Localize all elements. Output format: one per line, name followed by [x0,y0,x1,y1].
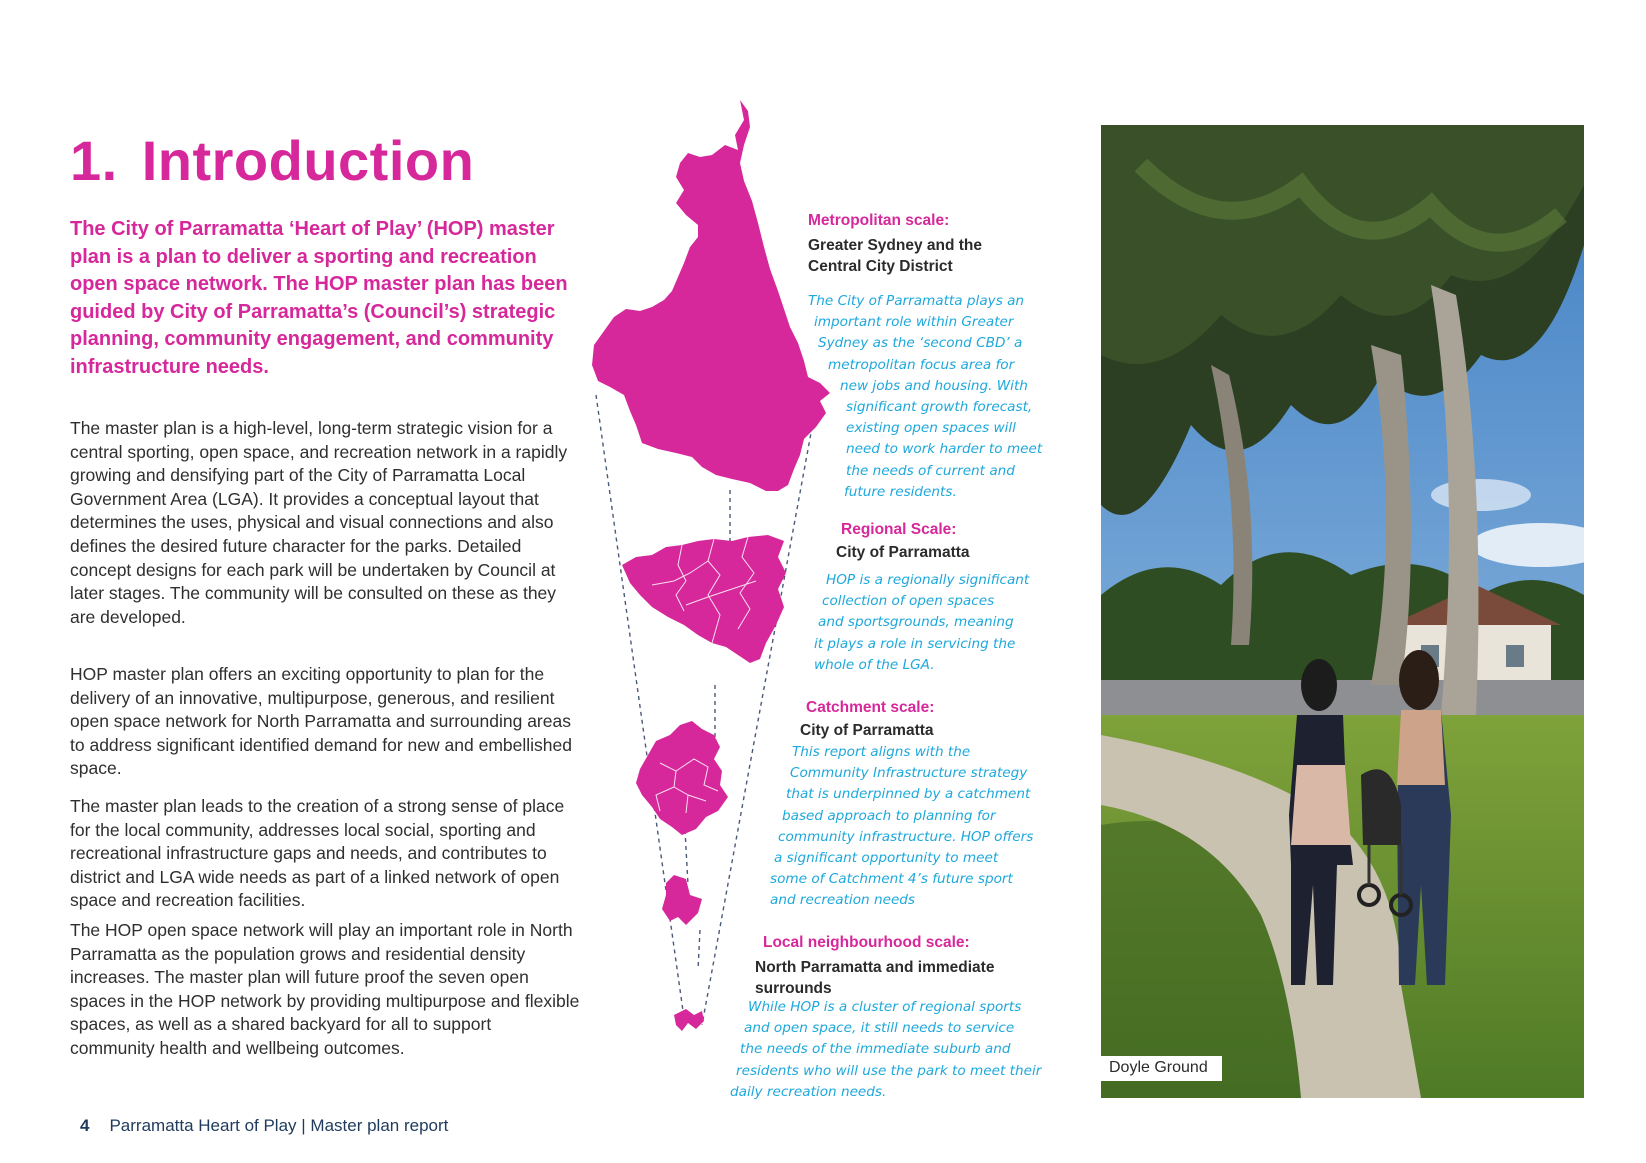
local-desc-line: While HOP is a cluster of regional sports [748,999,1022,1015]
metropolitan-desc-line: Sydney as the ‘second CBD’ a [818,335,1023,352]
metropolitan-desc-line: metropolitan focus area for [828,356,1015,373]
body-paragraph-1: The master plan is a high-level, long-term strategic vision for a central sporting, open space, and recreation network in a rapidly growing and densifying part of the City of Parramatta Local Government Area (LGA). It provides a conceptual layout that determines the uses, physical and visual connections and also defines the desired future character for the parks. Detailed concept designs for each park will be undertaken by Council at later stages. The community will be consulted on these as they are developed. [70,418,568,627]
site-map-shape [674,1009,704,1031]
page-number: 4 [80,1116,90,1135]
metropolitan-desc-line: future residents. [844,483,957,500]
regional-desc-line: HOP is a regionally significant [826,572,1030,588]
catchment-desc-line: Community Infrastructure strategy [790,765,1028,782]
section-number: 1. [70,129,118,192]
local-desc-line: residents who will use the park to meet their [736,1062,1042,1079]
catchment-desc-line: community infrastructure. HOP offers [778,828,1034,845]
lead-paragraph: The City of Parramatta ‘Heart of Play’ (HOP) master plan is a plan to deliver a sporting and recreation open space network. The HOP master plan has been guided by City of Parramatta’s (Council’s) strategic planning, community engagement, and community infrastructure needs. [70,218,568,378]
body-paragraph-3: The master plan leads to the creation of a strong sense of place for the local community, addresses local social, sporting and recreational infrastructure gaps and needs, and contributes to district and LGA wide needs as part of a linked network of open space and recreation facilities. [70,796,565,911]
section-heading: Introduction [141,129,475,192]
park-photo [1101,125,1584,1098]
regional-scale-subtitle: City of Parramatta [836,544,970,561]
regional-desc-line: collection of open spaces [822,593,995,610]
regional-scale-title: Regional Scale: [841,521,957,538]
local-desc-line: daily recreation needs. [730,1083,887,1100]
catchment-desc-line: based approach to planning for [782,807,996,824]
metropolitan-desc-line: The City of Parramatta plays an [808,293,1025,309]
local-scale-description [730,997,1060,1103]
page-footer [80,1116,448,1136]
local-desc-line: and open space, it still needs to service [744,1020,1015,1037]
metropolitan-scale-description [808,291,1048,503]
catchment-desc-line: and recreation needs [770,892,916,909]
local-desc-line: the needs of the immediate suburb and [740,1041,1011,1058]
local-scale-title: Local neighbourhood scale: [763,934,970,951]
regional-desc-line: whole of the LGA. [814,656,935,673]
metropolitan-desc-line: significant growth forecast, [846,399,1033,416]
body-paragraph-2: HOP master plan offers an exciting opportunity to plan for the delivery of an innovative, multipurpose, generous, and resilient open space network for North Parramatta and surrounding areas to address significant identified demand for new and embellished space. [70,664,572,779]
funnel-lines [596,395,818,1025]
metropolitan-desc-line: need to work harder to meet [846,441,1043,458]
catchment-scale-title: Catchment scale: [806,699,935,716]
metropolitan-map-shape [592,100,830,491]
regional-scale-description [814,570,1044,676]
regional-desc-line: it plays a role in servicing the [814,635,1016,652]
metropolitan-desc-line: important role within Greater [814,314,1014,331]
metropolitan-scale-title: Metropolitan scale: [808,212,950,229]
catchment-desc-line: This report aligns with the [792,744,971,760]
body-paragraph-4: The HOP open space network will play an important role in North Parramatta as the population grows and residential density increases. The master plan will future proof the seven open spaces in the HOP network by providing multipurpose and flexible spaces, as well as a shared backyard for all to support community health and wellbeing outcomes. [70,920,580,1058]
local-scale-subtitle: North Parramatta and immediate surrounds [755,959,995,997]
catchment-scale-subtitle: City of Parramatta [800,722,934,739]
catchment-desc-line: a significant opportunity to meet [774,850,999,867]
regional-desc-line: and sportsgrounds, meaning [818,614,1014,631]
photo-caption: Doyle Ground [1101,1056,1222,1081]
local-map-shape [662,875,702,925]
catchment-map-shape [636,721,728,835]
catchment-scale-description [770,742,1050,912]
metropolitan-desc-line: new jobs and housing. With [840,377,1028,394]
metropolitan-desc-line: the needs of current and [846,462,1015,479]
page-title [70,128,474,193]
metropolitan-scale-subtitle: Greater Sydney and the Central City District [808,237,983,275]
footer-title: Parramatta Heart of Play | Master plan report [109,1116,449,1135]
catchment-desc-line: some of Catchment 4’s future sport [770,871,1013,888]
catchment-desc-line: that is underpinned by a catchment [786,786,1031,803]
metropolitan-desc-line: existing open spaces will [846,420,1016,437]
regional-map-shape [622,535,786,663]
